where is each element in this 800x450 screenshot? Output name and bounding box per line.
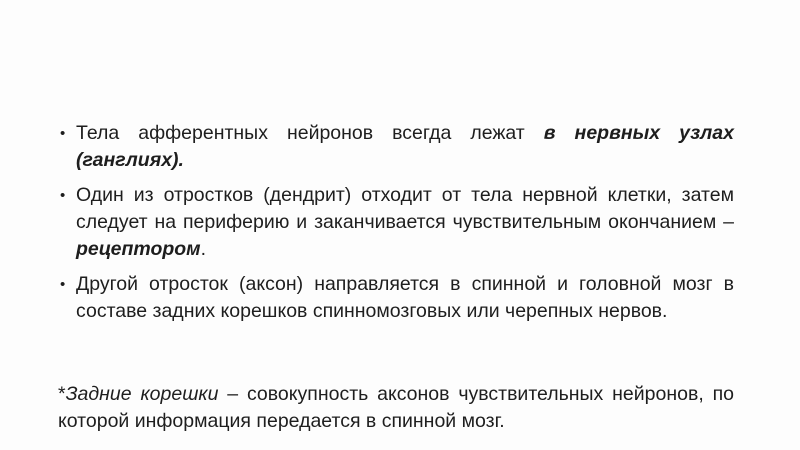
bullet-emphasis: в нервных узлах (ганглиях).: [76, 122, 734, 171]
bullet-emphasis: рецептором: [76, 238, 201, 260]
bullet-text: Один из отростков (дендрит) отходит от тела нервной клетки, затем следует на периферию и заканчивается чувствительным окончанием –: [76, 184, 734, 233]
bullet-text: Тела афферентных нейронов всегда лежат: [76, 122, 544, 144]
footnote-term: Задние корешки: [65, 383, 219, 405]
bullet-icon: •: [60, 276, 66, 293]
bullet-icon: •: [60, 125, 66, 142]
bullet-icon: •: [60, 187, 66, 204]
bullet-item-axon: [58, 271, 734, 325]
bullet-text: Другой отросток (аксон) направляется в спинной и головной мозг в составе задних корешков спинномозговых или черепных нервов.: [76, 273, 734, 322]
bullet-item-dendrite: [58, 182, 734, 263]
bullet-list: [58, 120, 734, 333]
bullet-trailing-period: .: [200, 238, 207, 260]
footnote-definition: – совокупность аксонов чувствительных нейронов, по которой информация передается в спинной мозг.: [58, 383, 734, 432]
footnote-star: *: [58, 383, 66, 405]
footnote: [58, 381, 734, 435]
bullet-item-afferent-bodies: [58, 120, 734, 174]
